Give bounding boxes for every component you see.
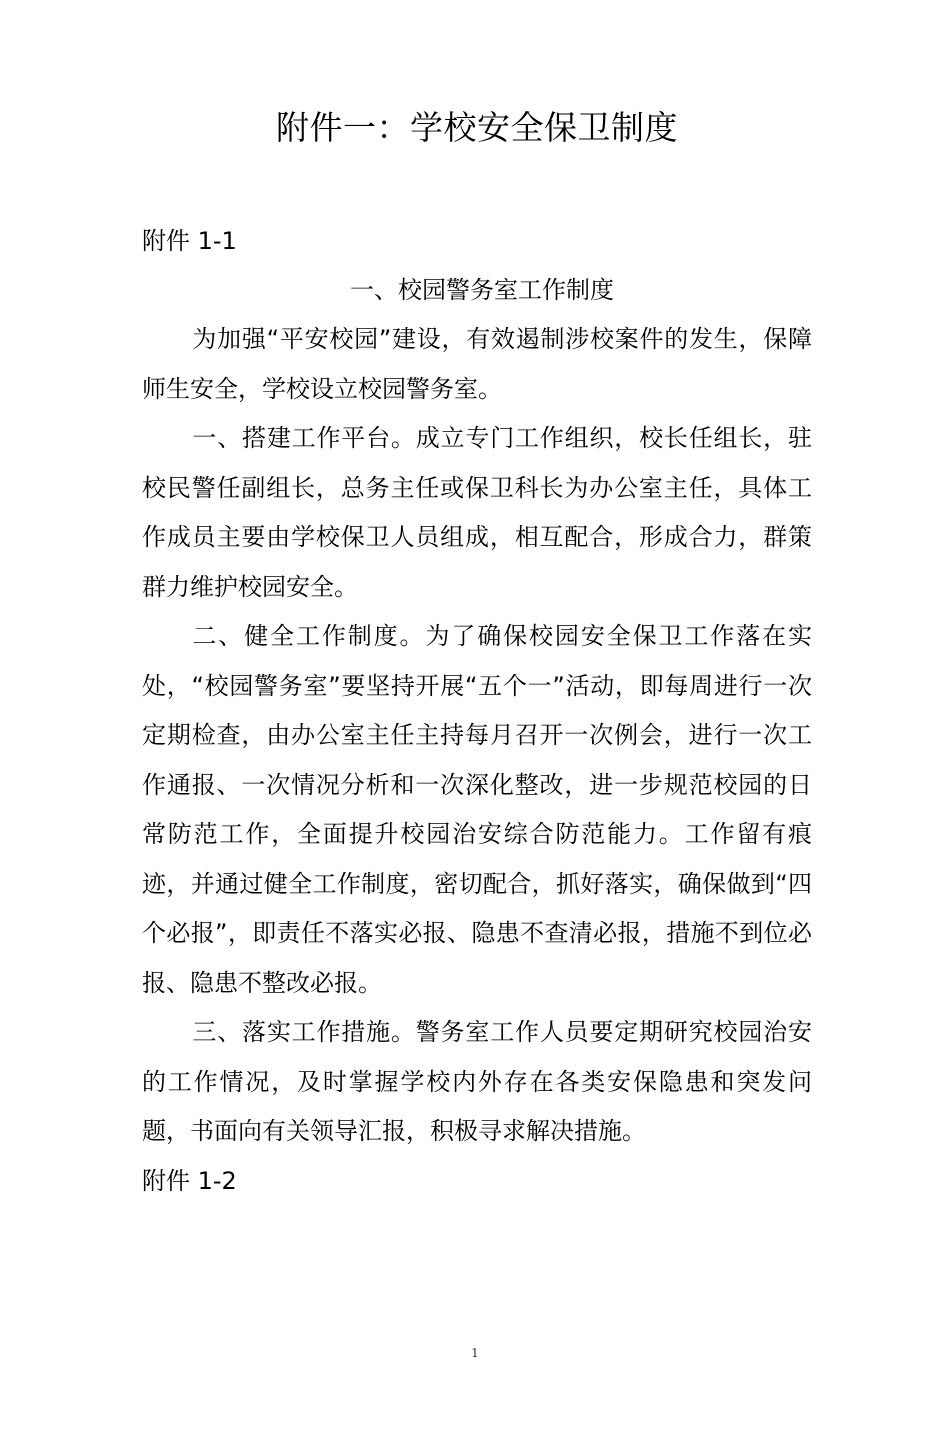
paragraph-platform: 一、搭建工作平台。成立专门工作组织，校长任组长，驻校民警任副组长，总务主任或保卫科长为办公室主任，具体工作成员主要由学校保卫人员组成，相互配合，形成合力，群策群力维护校园安全。 (142, 424, 812, 601)
section-heading: 一、校园警务室工作制度 (350, 276, 614, 304)
document-page (0, 103, 950, 1447)
page-number: 1 (471, 1346, 479, 1360)
attachment-label-1-2: 附件 1-2 (142, 1166, 237, 1195)
document-title: 附件一：学校安全保卫制度 (276, 108, 678, 147)
attachment-label-1-1: 附件 1-1 (142, 227, 237, 255)
paragraph-intro: 为加强“平安校园”建设，有效遏制涉校案件的发生，保障师生安全，学校设立校园警务室。 (142, 325, 812, 403)
paragraph-measures: 三、落实工作措施。警务室工作人员要定期研究校园治安的工作情况，及时掌握学校内外存在各类安保隐患和突发问题，书面向有关领导汇报，积极寻求解决措施。 (142, 1018, 812, 1145)
paragraph-system: 二、健全工作制度。为了确保校园安全保卫工作落在实处，“校园警务室”要坚持开展“五个一”活动，即每周进行一次定期检查，由办公室主任主持每月召开一次例会，进行一次工作通报、一次情况分析和一次深化整改，进一步规范校园的日常防范工作，全面提升校园治安综合防范能力。工作留有痕迹，并通过健全工作制度，密切配合，抓好落实，确保做到“四个必报”，即责任不落实必报、隐患不查清必报，措施不到位必报、隐患不整改必报。 (142, 622, 812, 997)
